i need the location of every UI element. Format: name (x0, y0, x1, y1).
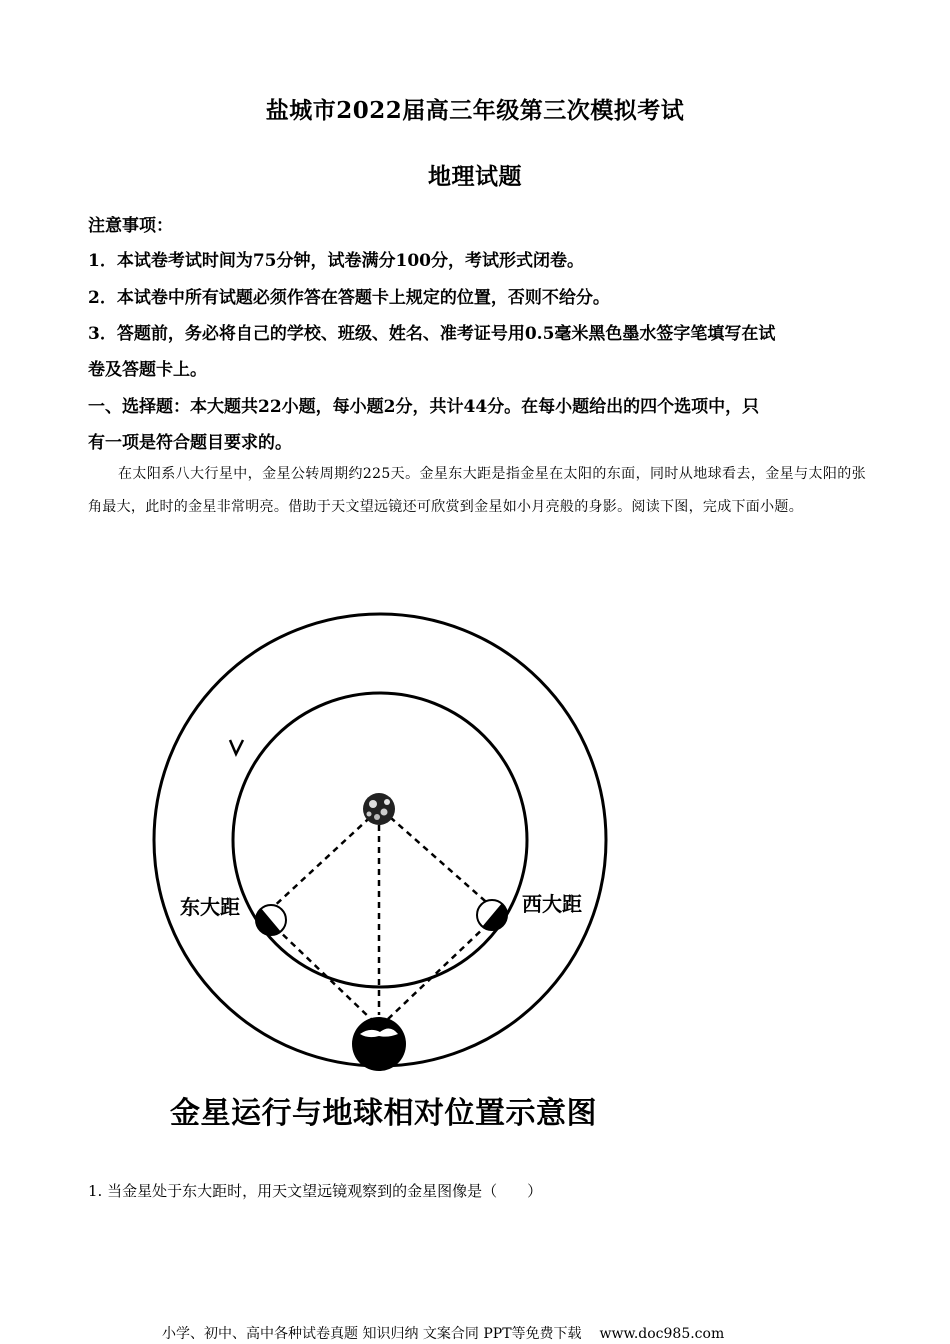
subject-title: 地理试题 (428, 163, 522, 190)
section-instruction: 一、选择题：本大题共22小题，每小题2分，共计44分。在每小题给出的四个选项中，只 (88, 397, 760, 417)
reading-passage: 在太阳系八大行星中，金星公转周期约225天。金星东大距是指金星在太阳的东面，同时从地球看去，金星与太阳的张角最大，此时的金星非常明亮。借助于天文望远镜还可欣赏到金星如小月亮般的身影。阅读下图，完成下面小题。 (88, 466, 866, 515)
question-1: 1. 当金星处于东大距时，用天文望远镜观察到的金星图像是（ ） (88, 1182, 543, 1200)
orbit-direction-arrow-icon (230, 740, 243, 754)
footer-text: 小学、初中、高中各种试卷真题 知识归纳 文案合同 PPT等免费下载 (162, 1326, 582, 1342)
sight-lines (270, 810, 493, 1020)
sun-icon (363, 793, 395, 825)
notice-item-2: 2．本试卷中所有试题必须作答在答题卡上规定的位置，否则不给分。 (88, 288, 610, 308)
west-elongation-label: 西大距 (522, 892, 582, 916)
notice-item-3-cont: 卷及答题卡上。 (88, 360, 207, 380)
section-instruction-cont: 有一项是符合题目要求的。 (88, 433, 292, 453)
earth-icon (352, 1017, 406, 1071)
notice-item-3: 3．答题前，务必将自己的学校、班级、姓名、准考证号用0.5毫米黑色墨水签字笔填写在试 (88, 324, 776, 344)
notice-heading: 注意事项： (88, 216, 173, 236)
figure-caption: 金星运行与地球相对位置示意图 (170, 1096, 597, 1131)
notice-item-1: 1．本试卷考试时间为75分钟，试卷满分100分，考试形式闭卷。 (88, 251, 584, 271)
exam-title: 盐城市2022届高三年级第三次模拟考试 (265, 97, 685, 124)
east-elongation-label: 东大距 (180, 895, 240, 919)
venus-earth-diagram (150, 572, 630, 1082)
footer-url[interactable]: www.doc985.com (599, 1326, 725, 1342)
page-footer (162, 1323, 724, 1343)
